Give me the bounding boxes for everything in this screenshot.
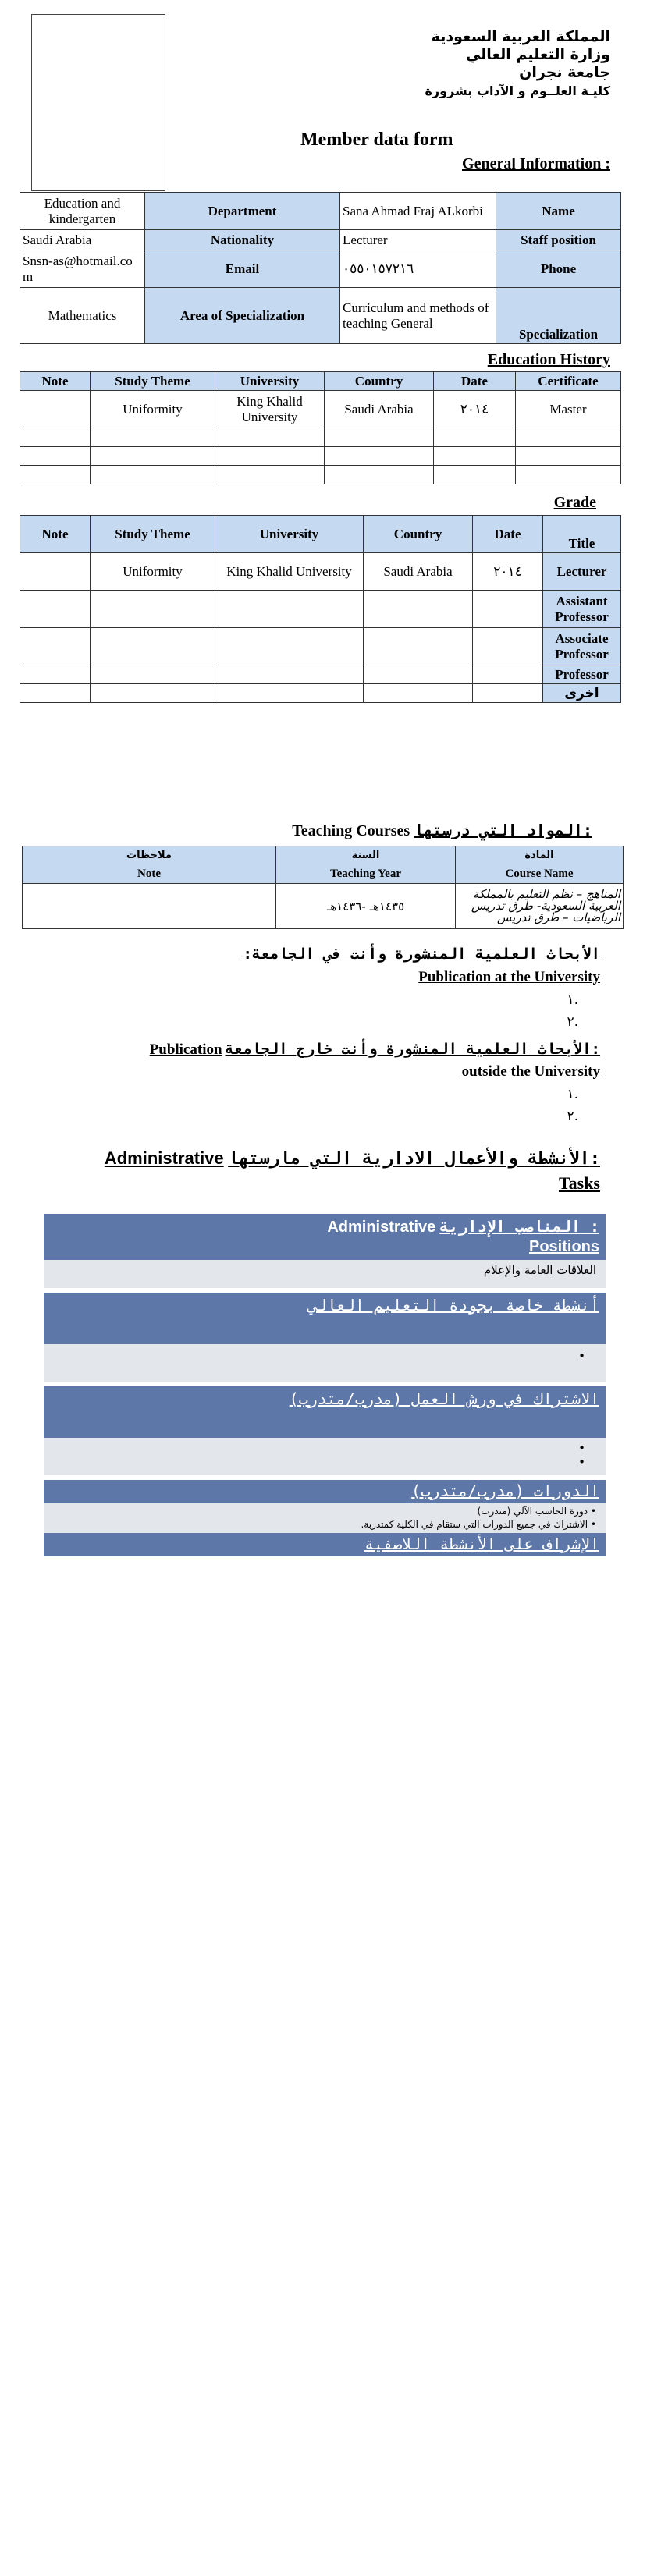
col-header: Country — [325, 372, 434, 391]
photo-placeholder — [31, 14, 165, 191]
nationality-label: Nationality — [145, 230, 340, 250]
table-cell: King Khalid University — [215, 553, 364, 591]
general-info-table — [20, 192, 621, 344]
col-header-ar: المادة — [456, 846, 624, 865]
nationality-value: Saudi Arabia — [20, 230, 145, 250]
admin-tasks-title-line — [105, 1148, 600, 1169]
extracurricular-title: الإشراف على الأنشطة اللاصفية — [364, 1535, 599, 1553]
positions-title-en1: Administrative — [327, 1219, 436, 1236]
teaching-title-en: Teaching Courses — [292, 822, 410, 839]
col-header: Certificate — [516, 372, 621, 391]
table-row — [20, 553, 621, 591]
table-row — [20, 466, 621, 484]
area-value: Mathematics — [20, 288, 145, 344]
courses-band — [44, 1480, 606, 1503]
col-header: Note — [23, 865, 276, 884]
positions-title-ar: المناصب الإدارية : — [439, 1217, 599, 1236]
department-value: Education and kindergarten — [20, 193, 145, 230]
positions-band — [44, 1214, 606, 1260]
courses-list — [44, 1503, 606, 1533]
teaching-table — [22, 846, 624, 929]
table-cell: Master — [516, 391, 621, 428]
col-header: Country — [364, 516, 473, 553]
teaching-title-ar: المواد التي درستها: — [414, 821, 592, 839]
col-header: Study Theme — [91, 372, 215, 391]
col-header: Date — [473, 516, 543, 553]
table-cell: ٢٠١٤ — [473, 553, 543, 591]
name-label: Name — [496, 193, 621, 230]
workshops-band — [44, 1386, 606, 1438]
publications-out-title-en2: outside the University — [461, 1063, 600, 1080]
col-header-ar: السنة — [276, 846, 456, 865]
admin-tasks-title-en2: Tasks — [558, 1173, 600, 1193]
table-row — [20, 230, 621, 250]
year-cell: ١٤٣٥هـ -١٤٣٦هـ — [276, 884, 456, 929]
specialization-label: Specialization — [496, 288, 621, 344]
table-header-row — [23, 865, 624, 884]
table-cell — [20, 391, 91, 428]
quality-list — [44, 1344, 606, 1382]
table-row — [20, 684, 621, 703]
email-value: Snsn-as@hotmail.com — [20, 250, 145, 288]
bullet-icon: • — [578, 1441, 585, 1455]
admin-tasks-section — [105, 1148, 600, 1194]
list-item: • الاشتراك في جميع الدورات التي ستقام في الكلية كمتدربة. — [361, 1519, 596, 1530]
email-label: Email — [145, 250, 340, 288]
publications-in-title-ar: الأبحاث العلمية المنشورة وأنت في الجامعة: — [243, 946, 600, 963]
grade-table — [20, 515, 621, 703]
workshops-list — [44, 1438, 606, 1475]
table-row — [20, 391, 621, 428]
staff-position-label: Staff position — [496, 230, 621, 250]
list-item: ٢. — [567, 1109, 578, 1124]
institution-header — [425, 28, 610, 100]
list-item: ١. — [567, 992, 578, 1008]
col-header: Note — [20, 516, 91, 553]
list-item: ٢. — [567, 1014, 578, 1030]
kingdom-name: المملكة العربية السعودية — [431, 28, 610, 45]
title-cell: Professor — [543, 665, 621, 684]
positions-item: العلاقات العامة والإعلام — [44, 1260, 606, 1288]
table-row — [20, 628, 621, 665]
table-row — [23, 884, 624, 929]
col-header: Teaching Year — [276, 865, 456, 884]
course-cell: المناهج – نظم التعليم بالمملكة العربية السعودية- طرق تدريس الرياضيات – طرق تدريس — [456, 884, 624, 929]
bullet-icon: • — [578, 1455, 585, 1469]
col-header: University — [215, 516, 364, 553]
ministry-name: وزارة التعليم العالي — [465, 46, 610, 63]
table-row — [20, 665, 621, 684]
col-header: University — [215, 372, 325, 391]
publications-in-title-en: Publication at the University — [418, 969, 600, 985]
table-row — [20, 288, 621, 344]
col-header: Date — [434, 372, 516, 391]
phone-label: Phone — [496, 250, 621, 288]
table-cell: Uniformity — [91, 553, 215, 591]
list-item: ١. — [567, 1087, 578, 1102]
college-name: كليـة العلــوم و الآداب بشرورة — [425, 83, 610, 98]
title-cell: Assistant Professor — [543, 591, 621, 628]
title-cell: Lecturer — [543, 553, 621, 591]
table-cell: Saudi Arabia — [364, 553, 473, 591]
table-header-row — [20, 516, 621, 553]
education-title: Education History — [487, 351, 610, 368]
table-header-row — [23, 846, 624, 865]
publications-out-title-ar: الأبحاث العلمية المنشورة وأنت خارج الجامعة: — [225, 1041, 600, 1058]
bullet-icon: • — [578, 1349, 585, 1363]
table-row — [20, 250, 621, 288]
table-row — [20, 193, 621, 230]
quality-band — [44, 1293, 606, 1344]
area-label: Area of Specialization — [145, 288, 340, 344]
general-info-title: General Information : — [462, 155, 610, 172]
table-cell: Saudi Arabia — [325, 391, 434, 428]
col-header-ar: ملاحظات — [23, 846, 276, 865]
name-value: Sana Ahmad Fraj ALkorbi — [340, 193, 496, 230]
education-table — [20, 371, 621, 484]
table-row — [20, 591, 621, 628]
courses-title: الدورات (مدرب/متدرب) — [411, 1481, 599, 1500]
col-header: Study Theme — [91, 516, 215, 553]
table-cell: King Khalid University — [215, 391, 325, 428]
title-cell: اخرى — [543, 684, 621, 703]
publications-out-section — [150, 1041, 600, 1124]
title-cell: Associate Professor — [543, 628, 621, 665]
table-row — [20, 428, 621, 447]
quality-title: أنشطة خاصة بجودة التعليم العالي — [307, 1296, 599, 1315]
table-cell — [20, 553, 91, 591]
table-row — [20, 447, 621, 466]
extracurricular-band — [44, 1533, 606, 1556]
university-name: جامعة نجران — [519, 64, 610, 81]
note-cell — [23, 884, 276, 929]
table-cell: ٢٠١٤ — [434, 391, 516, 428]
list-item: • دورة الحاسب الآلي (متدرب) — [477, 1506, 596, 1517]
grade-title: Grade — [553, 494, 596, 511]
admin-panel — [44, 1214, 606, 1556]
publications-in-section — [243, 946, 600, 1030]
publications-out-title-line — [150, 1041, 600, 1059]
positions-title-en2: Positions — [528, 1238, 599, 1255]
form-title: Member data form — [300, 130, 453, 150]
admin-tasks-title-ar: الأنشطة والأعمال الادارية التي مارستها: — [228, 1149, 600, 1169]
phone-value: ٠٥٥٠١٥٧٢١٦ — [340, 250, 496, 288]
department-label: Department — [145, 193, 340, 230]
workshops-title: الاشتراك في ورش العمل (مدرب/متدرب) — [289, 1389, 599, 1408]
col-header: Note — [20, 372, 91, 391]
staff-position-value: Lecturer — [340, 230, 496, 250]
col-header: Title — [543, 516, 621, 553]
publications-out-title-en1: Publication — [149, 1041, 222, 1058]
teaching-title — [292, 821, 592, 840]
specialization-value: Curriculum and methods of teaching General — [340, 288, 496, 344]
admin-tasks-title-en1: Administrative — [104, 1148, 224, 1168]
table-header-row — [20, 372, 621, 391]
col-header: Course Name — [456, 865, 624, 884]
table-cell: Uniformity — [91, 391, 215, 428]
